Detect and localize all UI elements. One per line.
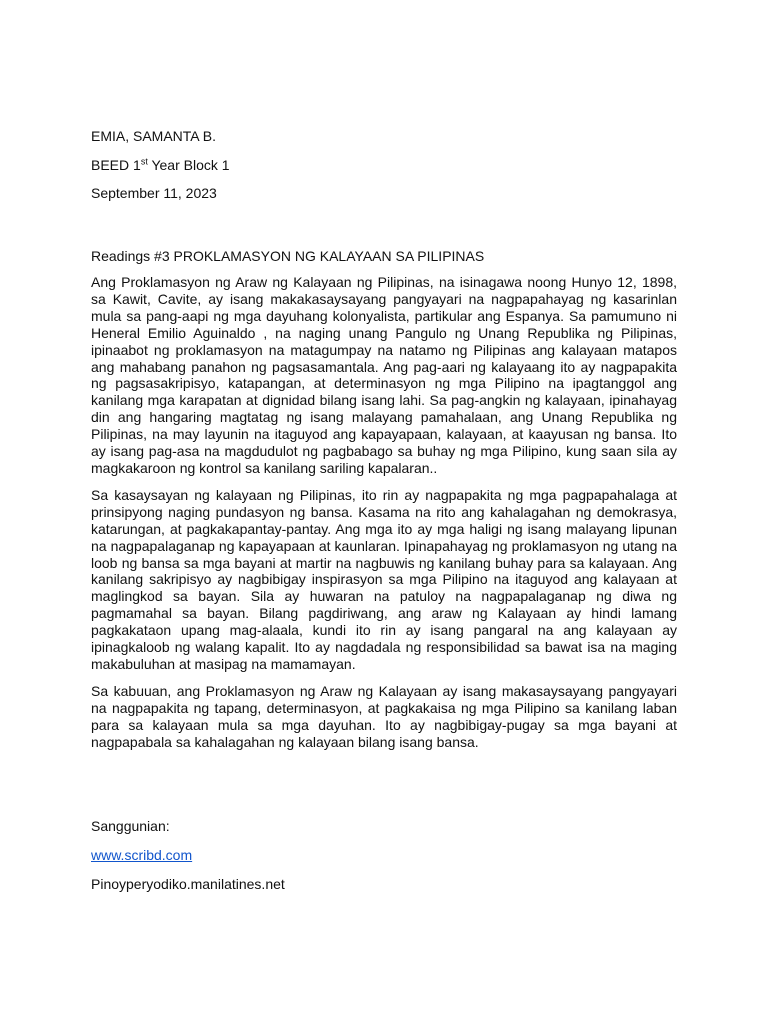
course-prefix: BEED 1 (91, 157, 141, 173)
author-name: EMIA, SAMANTA B. (91, 128, 216, 144)
reading-title: Readings #3 PROKLAMASYON NG KALAYAAN SA PILIPINAS (91, 248, 485, 264)
course-ordinal-suffix: st (140, 156, 148, 167)
course-suffix: Year Block 1 (147, 157, 230, 173)
body-paragraph-2: Sa kasaysayan ng kalayaan ng Pilipinas, ito rin ay nagpapakita ng mga pagpapahalaga at prinsipyong naging pundasyon ng bansa. Kasama na rito ang kahalagahan ng demokrasya, katarungan, at pagkakapantay-pantay. Ang mga ito ay mga haligi ng isang malayang lipunan na nagpapalaganap ng kapayapaan at kaunlaran. Ipinapahayag ng proklamasyon ng utang na loob ng bansa sa mga bayani at martir na nagbuwis ng kanilang buhay para sa kalayaan. Ang kanilang sakripisyo ay nagbibigay inspirasyon sa mga Pilipino na itaguyod ang kalayaan at maglingkod sa bayan. Sila ay huwaran na patuloy na nagpapalaganap ng diwa ng pagmamahal sa bayan. Bilang pagdiriwang, ang araw ng Kalayaan ay hindi lamang pagkakataon upang mag-alaala, kundi ito rin ay isang pangaral na ang kalayaan ay ipinagkaloob ng walang kapalit. Ito ay nagdadala ng responsibilidad sa bawat isa na maging makabuluhan at masipag na mamamayan. (91, 486, 677, 672)
body-paragraph-3: Sa kabuuan, ang Proklamasyon ng Araw ng Kalayaan ay isang makasaysayang pangyayari na nagpapakita ng tapang, determinasyon, at pagkakaisa ng mga Pilipino sa kanilang laban para sa kalayaan mula sa mga dayuhan. Ito ay nagbibigay-pugay sa mga bayani at nagpapabala sa kahalagahan ng kalayaan bilang isang bansa. (91, 682, 677, 750)
document-date: September 11, 2023 (91, 185, 217, 201)
references-heading: Sanggunian: (91, 818, 170, 835)
reference-link-scribd[interactable]: www.scribd.com (91, 847, 193, 864)
course-section (91, 157, 677, 173)
body-paragraph-1: Ang Proklamasyon ng Araw ng Kalayaan ng Pilipinas, na isinagawa noong Hunyo 12, 1898, sa Kawit, Cavite, ay isang makakasaysayang pangyayari na nagpapahayag ng kasarinlan mula sa pang-aapi ng mga dayuhang kolonyalista, partikular ang Espanya. Sa pamumuno ni Heneral Emilio Aguinaldo , na naging unang Pangulo ng Unang Republika ng Pilipinas, ipinaabot ng proklamasyon na matagumpay na natamo ng Pilipinas ang kalayaan matapos ang mahabang panahon ng pagsasamantala. Ang pag-aari ng kalayaang ito ay nagpapakita ng pagsasakripisyo, katapangan, at determinasyon ng mga Pilipino na ipagtanggol ang kanilang mga karapatan at dignidad bilang isang lahi. Sa pag-angkin ng kalayaan, ipinahayag din ang hangaring magtatag ng isang malayang pamahalaan, ang Unang Republika ng Pilipinas, na may layunin na itaguyod ang kapayapaan, kalayaan, at kaayusan ng bansa. Ito ay isang pag-asa na magdudulot ng pagbabago sa buhay ng mga Pilipino, kung saan sila ay magkakaroon ng kontrol sa kanilang sariling kapalaran.. (91, 274, 677, 476)
reference-source: Pinoyperyodiko.manilatines.net (91, 876, 285, 893)
document-page (91, 124, 677, 892)
